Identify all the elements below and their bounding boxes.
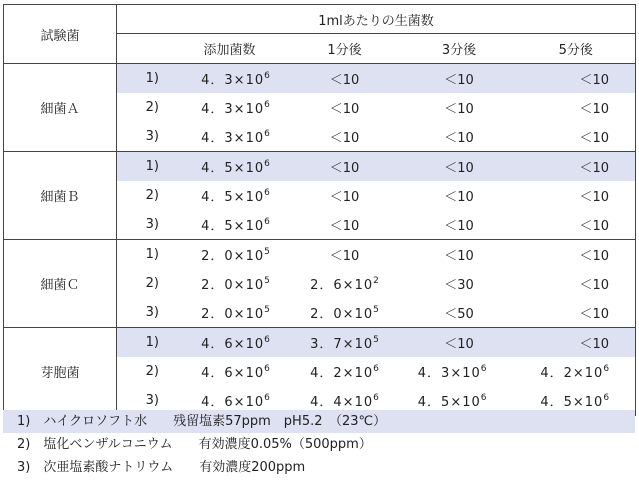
row-number: 2) (145, 188, 159, 203)
cell-value: ＜10 (402, 152, 517, 182)
cell-value: 2．$0\times 10^5$ (201, 304, 270, 322)
note-item: 1) ハイクロソフト水 残留塩素57ppm pH5.2 （23℃） (3, 410, 635, 433)
note-item: 2) 塩化ベンザルコニウム 有効濃度0.05%（500ppm） (17, 437, 372, 452)
row-number: 1) (117, 328, 172, 358)
row-number: 3) (145, 129, 159, 144)
cell-value: ＜10 (288, 64, 402, 94)
cell-value: 2．$6\times 10^2$ (310, 275, 379, 293)
cell-value: ＜10 (288, 240, 402, 270)
cell-value: 4．$4\times 10^6$ (288, 386, 402, 416)
cell-value: ＜10 (517, 210, 636, 240)
header-group: 1mlあたりの生菌数 (117, 5, 636, 34)
row-number: 2) (145, 364, 159, 379)
cell-value: 4．$2\times 10^6$ (517, 357, 636, 386)
table-row (4, 64, 636, 94)
cell-value: ＜10 (444, 219, 474, 234)
col-initial: 添加菌数 (203, 43, 256, 58)
row-number: 1) (117, 152, 172, 182)
cell-value: 4．$5\times 10^6$ (201, 216, 270, 234)
cell-value: ＜10 (517, 240, 636, 270)
cell-value: 4．$6\times 10^6$ (172, 386, 288, 416)
cell-value: ＜10 (402, 240, 517, 270)
cell-value: ＜10 (329, 219, 360, 234)
cell-value: ＜10 (517, 122, 636, 152)
cell-value: 4．$3\times 10^6$ (201, 99, 270, 117)
cell-value: 4．$5\times 10^6$ (172, 152, 288, 182)
row-number: 2) (145, 276, 159, 291)
cell-value: 4．$3\times 10^6$ (417, 363, 487, 381)
row-number: 3) (117, 386, 172, 416)
header-organism: 試験菌 (4, 5, 117, 64)
cell-value: 4．$6\times 10^6$ (172, 328, 288, 358)
cell-value: ＜10 (517, 328, 636, 358)
cell-value: ＜10 (444, 102, 474, 117)
cell-value: ＜10 (517, 181, 636, 210)
col-1min: 1分後 (327, 43, 362, 58)
organism-name: 芽胞菌 (4, 328, 117, 416)
cell-value: 2．$0\times 10^5$ (310, 304, 379, 322)
cell-value: 4．$2\times 10^6$ (310, 363, 379, 381)
cell-value: 4．$3\times 10^6$ (201, 128, 270, 146)
row-number: 1) (117, 64, 172, 94)
cell-value: ＜10 (444, 190, 474, 205)
cell-value: ＜10 (329, 102, 360, 117)
cell-value: 4．$3\times 10^6$ (172, 64, 288, 94)
cell-value: ＜10 (517, 152, 636, 182)
cell-value: 4．$5\times 10^6$ (402, 386, 517, 416)
col-5min: 5分後 (517, 34, 636, 64)
cell-value: ＜50 (444, 307, 474, 322)
organism-name: 細菌Ａ (4, 64, 117, 152)
results-table (3, 4, 636, 416)
row-number: 3) (145, 305, 159, 320)
note-item: 3) 次亜塩素酸ナトリウム 有効濃度200ppm (17, 460, 306, 475)
table-row (4, 328, 636, 358)
cell-value: 4．$5\times 10^6$ (201, 187, 270, 205)
cell-value: ＜10 (402, 328, 517, 358)
col-3min: 3分後 (441, 43, 477, 58)
row-number: 3) (145, 217, 159, 232)
row-number: 2) (145, 100, 159, 115)
organism-name: 細菌Ｃ (4, 240, 117, 328)
organism-name: 細菌Ｂ (4, 152, 117, 240)
notes (3, 410, 635, 479)
cell-value: ＜10 (288, 152, 402, 182)
cell-value: ＜10 (517, 269, 636, 298)
cell-value: 4．$5\times 10^6$ (517, 386, 636, 416)
cell-value: 3．$7\times 10^5$ (288, 328, 402, 358)
row-number: 1) (117, 240, 172, 270)
cell-value: ＜10 (329, 190, 360, 205)
cell-value: ＜10 (444, 131, 474, 146)
cell-value: ＜10 (329, 131, 360, 146)
cell-value: ＜10 (517, 298, 636, 328)
table-row (4, 240, 636, 270)
cell-value: 2．$0\times 10^5$ (201, 275, 270, 293)
cell-value: ＜30 (444, 278, 474, 293)
cell-value: 4．$6\times 10^6$ (201, 363, 270, 381)
table-row (4, 152, 636, 182)
cell-value: ＜10 (517, 93, 636, 122)
cell-value: 2．$0\times 10^5$ (172, 240, 288, 270)
cell-value: ＜10 (517, 64, 636, 94)
cell-value: ＜10 (402, 64, 517, 94)
